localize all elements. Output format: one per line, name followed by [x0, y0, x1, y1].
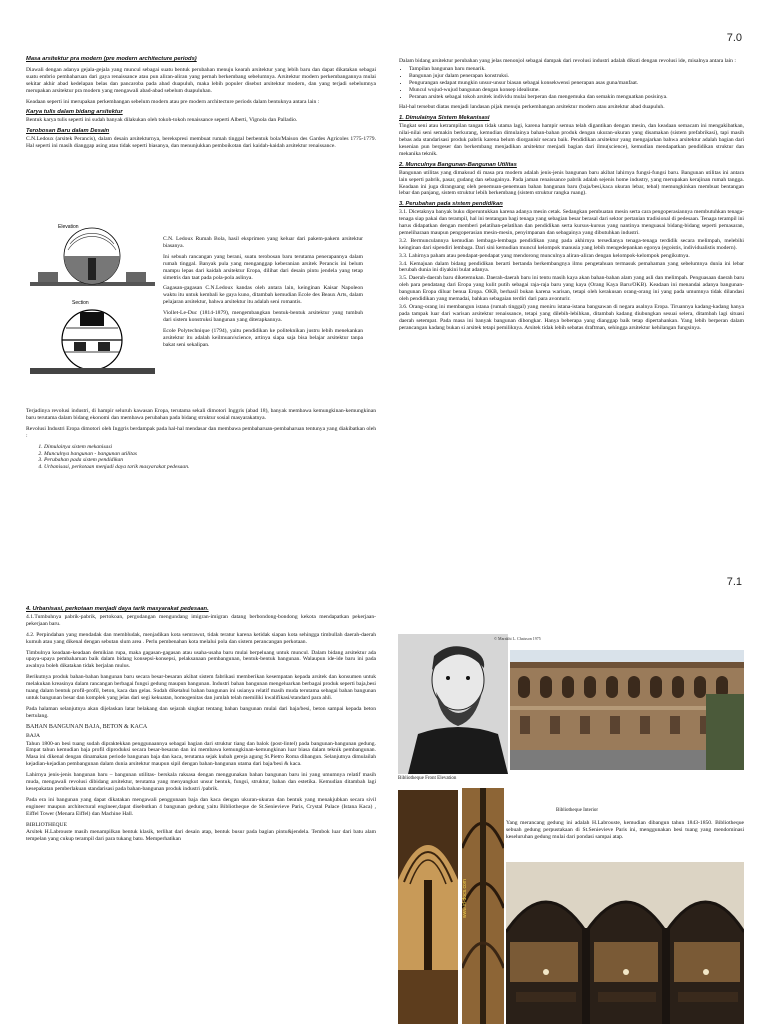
- list-item: • Muncul wujud-wujud bangunan dengan konsep idealisme.: [409, 87, 744, 94]
- paragraph: Lahirnya jenis-jenis bangunan baru – bangunan utilitas- berskala raksasa dengan menggunakan bahan bangunan baru ini yang umumnya relatif masih muda, mengawali revolusi dibidang arsitektur, terutama yang menyangkut unsur bentuk, fungsi, struktur, bahan dan estetika. Kemudian ditambah lagi kesepakatan pemberlakuan standarisasi pada bahan-bangunan produk industri /pabrik.: [26, 772, 376, 792]
- paragraph: Berikutnya produk bahan-bahan bangunan baru secara besar-besaran akibat sistem fabrikasi memberikan kesempatan kepada arsitek dan konsumen untuk melakukan kreasinya dalam rancangan berbagai fungsi gedung maupun bangunan. Industri bahan bangunan mengeluarkan berbagai produk seperti baja,besi tuang dalam bentuk profil-profil, beton, kaca dan gelas. Sudah diketahui bahan bangunan ini usianya relatif masih muda terutama sebagai bahan bangunan untuk bangunan besar dan komplek yang jelas dari segi kekuatan, homogenitas dan jumlah telah memiliki kwalifikasi/standard para ahli.: [26, 674, 376, 701]
- paragraph: Bangunan utilitas yang dimaksud di masa pra modern adalah jenis-jenis bangunan baru akibat lahirnya fungsi-fungsi baru. Bangunan utilitas ini antara lain seperti pabrik, pasar, gudang dan sebagainya. Pada jaman renaissance pabrik adalah sejenis home industry, yang merupakan kerajinan rumah tangga. Keadaan ini juga dirangsang oleh penemuan-penemuan bahan bangunan baru (baja/besi,kaca ukuran lebar, tebal) memungkinkan membuat bentangan lebar dan panjang, sistem struktur lebih berkembang (sistem struktur rangka ruang).: [399, 169, 744, 197]
- paragraph: Hal-hal tersebut diatas menjadi landasan pijak menuju perkembangan arsitektur modern atau arsitektur abad duapuluh.: [399, 104, 665, 111]
- list-item: • Bangunan jujur dalam penerapan konstruksi.: [409, 73, 744, 80]
- paragraph: Diawali dengan adanya gejala-gejala yang muncul sebagai suatu bentuk perubahan menuju kearah arsitektur yang lebih baru dan dapat dikatakan sebagai suatu embrio pembaharuan dari gaya renaissance atau pun aliran-aliran yang pernah berkembang sebelumnya. Arsitektur modern perkembangannya mulai sekitar akhir abad kedelapan belas dan pancaroba pada abad duapuluh, maka lebih populer disebut arsitektur modern, dan yang terjadi sebelumnya merupakan arsitektur pra modern yang mengawali abad-abad sebelum duapuluhan.: [26, 66, 376, 94]
- paragraph: 3.6. Orang-orang ini membangun istana (rumah tinggal) yang meniru istana-istana bangsawan di negara asalnya Eropa. Tiruannya kadang-kadang hanya pada tampak luar dari warisan arsitektur renaissance, tetapi yang dilebih-lebihkan, ditambah kadang diubungkan sesuai selera, ditambah lagi situasi daerah setempat. Pada masa ini banyak bangunan dibongkar. Hanya beberapa yang dianggap baik tetap dipertahankan. Yang lebih berperan dalam perancangan kadang bukan si arsitek tetapi pemiliknya. Arsitek tidak lebih sebatas draftman, sehingga arsitektur kehilangan fungsinya.: [399, 304, 744, 331]
- page1-right-column: [399, 58, 744, 333]
- list-item: • Tampilan bangunan baru menarik.: [409, 66, 744, 73]
- subheading: 3. Perubahan pada sistem pendidikan: [399, 201, 503, 208]
- paragraph: C.N.Ledoux (arsitek Perancis), dalam desain arsitekturnya, berekspresi membuat rumah tinggal berbentuk bola/Maison des Gardes Agricoles 1775-1779. Hal seperti ini masih dianggap asing atau tidak seperti biasanya, dan menunjukkan pemboikotan dari kaidah-kaidah arsitektur renaissance.: [26, 136, 376, 150]
- paragraph: 4.2. Perpindahan yang mendadak dan membludak, menjadikan kota semrawut, tidak teratur karena ketidak siapan kota sehingga timbullah daerah-daerah kumuh atau yang dikenal dengan sebutan slum area . Perlu pembenahan kota melalui pola dan sistem perancangan perkotaan.: [26, 631, 376, 645]
- section-label: Section: [72, 300, 89, 306]
- interior-photo-left: [398, 790, 458, 1024]
- subheading: Terobosan Baru dalam Desain: [26, 128, 110, 135]
- impact-list: [26, 444, 376, 472]
- subheading: BAHAN BANGUNAN BAJA, BETON & KACA: [26, 723, 148, 730]
- list-item: • Peranan arsitek sebagai tokoh arsitek individu mulai berperan dan mengemuka dan semakin menguatkan posisinya.: [409, 94, 744, 101]
- interior-description: [506, 820, 744, 845]
- paragraph: Keadaan seperti ini merupakan perkembangan sebelum modern atau pre modern architecture periods dalam bentuknya antara lain :: [26, 98, 320, 105]
- paragraph: Yang merancang gedung ini adalah H.Labrouste, kemudian dibangun tahun 1843-1850. Bibliotheque sebuah gedung perpustakaan di St.Senievieve Paris ini, menggunakan besi tuang yang mendominasi keseluruhan gedung mulai dari pondasi sampai atap.: [506, 820, 744, 840]
- list-item: 3. Perubahan pada sistem pendidikan: [44, 457, 376, 464]
- subheading: 2. Munculnya Bangunan-Bangunan Utilitas: [399, 161, 517, 168]
- paragraph: Ecole Polytechnique (1794), yaitu pendidikan ke politeknikan justru lebih menekankan arsitektur itu adalah keilmuan/science, artinya siapa saja bisa belajar arsitektur tanpa bakat seni sekalipan.: [163, 327, 363, 348]
- caption-front-elevation: Bibliotheque Front Elevation: [398, 776, 457, 781]
- list-item: 4. Urbanisasi, perkotaan menjadi daya tarik masyarakat pedesaan.: [44, 464, 376, 471]
- paragraph: Arsitek H.Labrouste masih menampilkan bentuk klasik, terlihat dari desain atap, bentuk busur pada bagian pintu&jendela. Tembok luar dari batu alam tempelan yang cukup terampil dari para tukang batu. Memperhatikan: [26, 829, 376, 843]
- building-image: [510, 650, 744, 770]
- page2-left-column: [26, 606, 376, 847]
- subheading: BAJA: [26, 732, 40, 739]
- paragraph: 3.5. Daerah-daerah baru diketemukan. Daerah-daerah baru ini tentu masih kaya akan bahan-bahan alam yang asli dan melimpah. Penguasaan daerah baru oleh para pendatang dari Eropa yang kulit putih sebagai raja-raja baru yang kaya (Orang Kaya Baru/OKB). Keadaan ini menandai adanya bangunan-bangunan Eropa diluar benua Eropa. OKB, berhasil bukan karena warisan, tetapi oleh kerakusan orang-orang ini yang pada umumnya tidak dilandasi oleh pendidikan yang memadai, bahkan sebagaian terdiri dari para avonturir.: [399, 275, 744, 303]
- paragraph: 3.4. Kemajuan dalam bidang pendidikan berarti bertanda berkembangnya ilmu pengetahuan termasuk pemahaman yang sebelumnya dunia ini lebar berubah dunia ini diyakini bulat adanya.: [399, 260, 744, 274]
- reading-room-photo: [506, 862, 744, 1024]
- front-elevation-photo: [510, 650, 744, 770]
- interior-image: [398, 790, 458, 1024]
- paragraph: C.N. Ledoux Rumah Bola, hasil eksprimen yang keluar dari pakem-pakem arsitektur biasanya.: [163, 236, 363, 249]
- page1-left-lower: [26, 408, 376, 475]
- section-title: Masa arsitektur pra modern (pre modern architecture periods): [26, 56, 197, 62]
- list-item: 1. Dimulainya sistem mekanisasi: [44, 444, 376, 451]
- list-item: 2. Munculnya bangunan - bangunan utilitas: [44, 451, 376, 458]
- sphere-house-drawing: [30, 220, 155, 380]
- elevation-label: Elevation: [58, 224, 79, 230]
- caption-interior: Bibliotheque Interior: [556, 808, 599, 813]
- photo-credit: © Marakhi L. Chaisson 1975: [494, 636, 541, 641]
- page-number: 7.1: [726, 576, 742, 588]
- portrait-image: [398, 634, 508, 774]
- paragraph: Dalam bidang arsitektur perubahan yang jelas menonjol sebagai dampak dari revolusi industri adalah dikuti dengan revolusi ide, misalnya antara lain :: [399, 58, 736, 64]
- paragraph: 3.1. Dicetaknya banyak buku diperuntukkan karena adanya mesin cetak. Sedangkan pembuatan mesin serta cara pengoperasiannya membutuhkan tenaga-tenaga siap pakai dan terampil, hal ini tentangan bagi tenaga yang sebagian besar berasal dari sektor pertanian tradisional di pedesaan. Tenaga terampil ini harus didapatkan dengan memberi pelatihan-pelatihan dan pendidikan serta kursus-kursus yang nantinya menguasai bidang-bidang seperti pemasaran, pemeliharaan maupun pengoperasian mesin-mesin, penyimpanan dan sebagainya yang dibutuhkan industri.: [399, 209, 744, 236]
- paragraph: Tingkat seni atau ketrampilan tangan tidak utama lagi, karena hampir semua telah digantikan dengan mesin, dan keadaan semacam ini mengakibatkan, nilai-nilai seni semakin berkurang, kemudian dimulainya bahan-bahan produk dengan ukuran-ukuran yang disamakan (sistem prefabrikasi), tapi masih bebas ada standarisasi produk pabrik karena belum diorganisir secara baik. Pendidikan arsitektur yang mengajarkan bahwa arsitektur adalah bagian dari kesenian pun bergeser dan berkembang menjadikan arsitektur menjadi bagian dari ilmu(science), kemudian mendapatkan pendidikan struktur dan mekanika teknik.: [399, 123, 744, 157]
- paragraph: Ini sebuah rancangan yang berani, suatu terobosan baru terutama penerapannya dalam rumah tinggal. Banyak pula yang menganggap keberanian arsitek Perancis ini belum mampu lepas dari kaidah arsitektur Eropa, dilihat dari desain pintu jendela yang tetap simetris dan taat pada pola-pola aslinya.: [163, 253, 363, 281]
- paragraph: Terjadinya revolusi industri, di hampir seluruh kawasan Eropa, terutama sekali dimotori Inggris (abad 18), banyak membawa kemungkinan-kemungkinan baru terutama dalam bidang ekonomi dan membawa perubahan pada bidang struktur sosial masyarakatnya.: [26, 408, 376, 421]
- paragraph: Tahun 1800-an besi tuang sudah dipraktekkan penggunaannya sebagai bagian dari struktur tiang dan balok (post-lintel) pada bangunan-bangunan gedung. Empat tahun kemudian baja profil diproduksi secara besar-besaran dan ini membawa kemungkinan-kemungkinan luar biasa dalam teknik pembangunan. Masa ini dikenal dengan dinamakan periode bangunan baja dan kaca, terutama sejak kubah gereja agung St.Pietro Roma dibangun. Selanjutnya dimulailah kejadian-kejadian pembangunan dalam dunia arsitektur maupun sipil dengan bahan-bangunan utama dari baja/besi & kaca.: [26, 740, 376, 768]
- paragraph: Revolusi Industri Eropa dimotori oleh Inggris berdampak pada hal-hal mendasar dan membawa pembaharuan-pembaharuan tentunya yang diakibatkan oleh :: [26, 425, 376, 439]
- ledoux-figure: [30, 220, 155, 380]
- paragraph: Gagasan-gagasan C.N.Ledoux kandas oleh antara lain, keinginan Kaisar Napoleon waktu itu untuk kembali ke gaya kuno, ditambah kemudian Ecole des Beaux Arts, dalam pelajaran arsitektur, bahwa arsitektur itu adalah seni romantis.: [163, 285, 363, 306]
- paragraph: 4.1.Tumbuhnya pabrik-pabrik, pertokoan, pergudangan mengundang imigran-imigran datang berbondong-bondong kekota mendapatkan pekerjaan-pekerjaan baru.: [26, 613, 376, 627]
- subheading: 1. Dimulainya Sistem Mekanisasi: [399, 115, 490, 122]
- labrouste-portrait: [398, 634, 508, 774]
- paragraph: 3.3. Lahirnya paham atau pendapat-pendapat yang mendorong munculnya aliran-aliran dengan kelompok-kelompok pengikutnya.: [399, 252, 690, 259]
- page1-left-column: [26, 56, 376, 154]
- list-item: • Pengurangan sedapat mungkin unsur-unsur biasan sebagai konsekwensi penerapan asas guna/manfaat.: [409, 80, 744, 87]
- subheading: Karya tulis dalam bidang arsitektur: [26, 109, 123, 116]
- subheading: 4. Urbanisasi, perkotaan menjadi daya tarik masyarakat pedesaan.: [26, 606, 209, 612]
- paragraph: 3.2. Bermunculannya kemudian lembaga-lembaga pendidikan yang pada akhirnya tersedianya tenaga-tenaga terdidik secara melimpah, melebihi keinginan dari sipendiri lembaga. Dari sini kemudian muncul kelompok manusia yang lebih mengedepankan egonya (egoistis, individualistis modern).: [399, 237, 744, 251]
- watermark: www.id-docs.com: [462, 879, 468, 918]
- figure-side-text: [163, 236, 363, 353]
- paragraph: Timbulnya keadaan-keadaan demikian rupa, maka gagasan-gagasan atau usaha-usaha baru mulai berpeluang untuk muncul. Dalam bidang arsitektur ada upaya-upaya pembaharuan baik dalam bidang konsepsi-konsepsi, pelaksanaan pembangunan, bentuk-bentuk bangunan. Walaupun ide-ide baru ini pada awalnya boleh dikatakan tidak berjalan mulus.: [26, 649, 376, 670]
- page-number: 7.0: [726, 32, 742, 44]
- paragraph: Bentuk karya tulis seperti ini sudah banyak dilakukan oleh tokoh-tokoh renaissance seperti Alberti, Vignola dan Palladio.: [26, 117, 298, 124]
- paragraph: Viollet-Le-Duc (1814-1879), mengembangkan bentuk-bentuk arsitektur yang tumbuh dari sistem konstruksi bangunan yang diterapkannya.: [163, 310, 363, 324]
- subheading: BIBLIOTHEQUE: [26, 821, 68, 828]
- reading-room-image: [506, 862, 744, 1024]
- paragraph: Pada halaman selanjutnya akan dijelaskan latar belakang dan sejarah singkat tentang bahan bangunan mulai dari baja/besi, beton sampai kepada beton bertulang.: [26, 705, 376, 719]
- paragraph: Pada era ini bangunan yang dapat dikatakan mengawali penggunaan baja dan kaca dengan ukuran-ukuran dan bentuk yang menakjubkan secara sivil engineer maupun architectural engineer,dapat disebutkan 4 bangunan gedung yaitu Bibliotheque de St.Senievieve Paris, Crystal Palace (Istana Kaca) , Eiffel Tower (Menara Eiffel) dan Machine Hall.: [26, 796, 376, 817]
- idea-list: [399, 66, 744, 101]
